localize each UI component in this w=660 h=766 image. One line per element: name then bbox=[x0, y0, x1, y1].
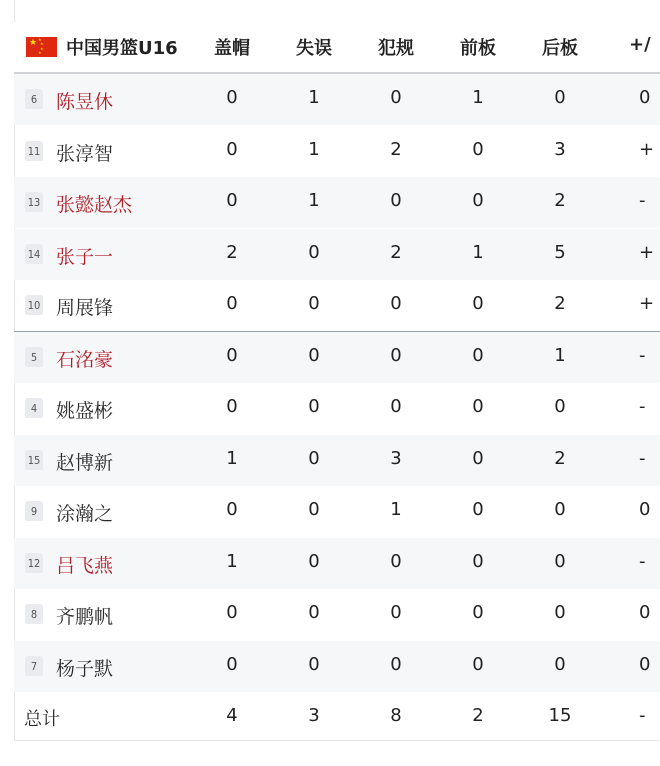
total-turnovers: 3 bbox=[308, 705, 320, 726]
column-header-blocks: 盖帽 bbox=[214, 38, 250, 59]
stat-offensive-rebounds: 0 bbox=[472, 550, 484, 572]
stat-offensive-rebounds: 1 bbox=[472, 241, 484, 263]
stat-offensive-rebounds: 1 bbox=[472, 87, 484, 108]
jersey-number-icon: 10 bbox=[25, 295, 43, 315]
stat-defensive-rebounds: 0 bbox=[554, 87, 566, 108]
jersey-number-icon: 7 bbox=[25, 656, 43, 676]
stat-turnovers: 0 bbox=[308, 344, 320, 366]
stat-turnovers: 0 bbox=[308, 602, 320, 623]
stat-turnovers: 0 bbox=[308, 499, 320, 520]
player-name: 赵博新 bbox=[56, 451, 114, 474]
jersey-number-icon: 11 bbox=[25, 141, 43, 161]
player-row bbox=[14, 435, 660, 486]
player-name: 涂瀚之 bbox=[56, 503, 114, 525]
jersey-number-icon: 8 bbox=[25, 604, 43, 624]
stat-plus-minus: - bbox=[639, 447, 646, 469]
player-row bbox=[14, 280, 660, 332]
stat-plus-minus: - bbox=[639, 344, 646, 366]
player-name: 姚盛彬 bbox=[56, 400, 114, 422]
player-row bbox=[14, 332, 660, 383]
total-fouls: 8 bbox=[390, 705, 402, 726]
stat-defensive-rebounds: 0 bbox=[554, 396, 566, 417]
stat-offensive-rebounds: 0 bbox=[472, 499, 484, 520]
stat-plus-minus: + bbox=[639, 138, 655, 160]
player-row bbox=[14, 229, 660, 280]
total-offensive-rebounds: 2 bbox=[472, 705, 484, 726]
stat-fouls: 0 bbox=[390, 87, 402, 108]
player-name: 张淳智 bbox=[56, 142, 114, 165]
stat-turnovers: 1 bbox=[308, 87, 320, 108]
stat-fouls: 2 bbox=[390, 138, 402, 160]
jersey-number-icon: 5 bbox=[25, 347, 43, 367]
stat-plus-minus: + bbox=[639, 293, 655, 314]
stat-defensive-rebounds: 0 bbox=[554, 499, 566, 520]
stat-turnovers: 1 bbox=[308, 138, 320, 160]
stat-turnovers: 0 bbox=[308, 653, 320, 675]
stat-blocks: 1 bbox=[226, 447, 238, 469]
stat-blocks: 0 bbox=[226, 602, 238, 623]
stat-plus-minus: - bbox=[639, 550, 646, 572]
stat-blocks: 2 bbox=[226, 241, 238, 263]
stat-turnovers: 0 bbox=[308, 396, 320, 417]
player-row bbox=[14, 126, 660, 177]
player-row bbox=[14, 383, 660, 434]
stat-plus-minus: - bbox=[639, 396, 646, 417]
player-name[interactable]: 石洺豪 bbox=[56, 348, 114, 371]
totals-label: 总计 bbox=[24, 709, 60, 730]
stat-defensive-rebounds: 5 bbox=[554, 241, 566, 263]
jersey-number-icon: 13 bbox=[25, 192, 43, 212]
stat-turnovers: 0 bbox=[308, 293, 320, 314]
jersey-number-icon: 4 bbox=[25, 398, 43, 418]
player-name[interactable]: 张懿赵杰 bbox=[56, 194, 133, 216]
stat-fouls: 0 bbox=[390, 602, 402, 623]
column-header-fouls: 犯规 bbox=[378, 38, 414, 59]
stat-plus-minus: + bbox=[639, 241, 655, 263]
stat-blocks: 0 bbox=[226, 653, 238, 675]
player-row bbox=[14, 641, 660, 692]
player-name[interactable]: 吕飞燕 bbox=[56, 554, 114, 577]
stat-defensive-rebounds: 2 bbox=[554, 293, 566, 314]
stat-fouls: 0 bbox=[390, 653, 402, 675]
player-row bbox=[14, 74, 660, 125]
stat-turnovers: 0 bbox=[308, 447, 320, 469]
stat-plus-minus: 0 bbox=[639, 653, 651, 675]
stat-offensive-rebounds: 0 bbox=[472, 396, 484, 417]
stat-fouls: 2 bbox=[390, 241, 402, 263]
stat-fouls: 1 bbox=[390, 499, 402, 520]
stat-blocks: 0 bbox=[226, 344, 238, 366]
jersey-number-icon: 6 bbox=[25, 89, 43, 109]
stat-fouls: 0 bbox=[390, 396, 402, 417]
stat-blocks: 1 bbox=[226, 550, 238, 572]
stat-fouls: 3 bbox=[390, 447, 402, 469]
stat-plus-minus: 0 bbox=[639, 499, 651, 520]
player-name: 齐鹏帆 bbox=[56, 606, 114, 628]
stat-defensive-rebounds: 3 bbox=[554, 138, 566, 160]
total-defensive-rebounds: 15 bbox=[548, 705, 572, 726]
jersey-number-icon: 9 bbox=[25, 501, 43, 521]
stat-blocks: 0 bbox=[226, 293, 238, 314]
stat-offensive-rebounds: 0 bbox=[472, 190, 484, 211]
stat-turnovers: 1 bbox=[308, 190, 320, 211]
player-row bbox=[14, 486, 660, 537]
player-row bbox=[14, 177, 660, 228]
stat-offensive-rebounds: 0 bbox=[472, 447, 484, 469]
stat-offensive-rebounds: 0 bbox=[472, 138, 484, 160]
player-name: 周展锋 bbox=[56, 297, 114, 319]
jersey-number-icon: 12 bbox=[25, 553, 43, 573]
stat-defensive-rebounds: 0 bbox=[554, 602, 566, 623]
team-name: 中国男篮U16 bbox=[66, 38, 178, 59]
column-header-plus-minus: +/ bbox=[629, 34, 651, 55]
stat-offensive-rebounds: 0 bbox=[472, 293, 484, 314]
player-name[interactable]: 陈昱休 bbox=[56, 91, 114, 113]
stat-defensive-rebounds: 2 bbox=[554, 190, 566, 211]
jersey-number-icon: 15 bbox=[25, 450, 43, 470]
stat-fouls: 0 bbox=[390, 293, 402, 314]
stat-fouls: 0 bbox=[390, 344, 402, 366]
stat-plus-minus: - bbox=[639, 190, 646, 211]
total-blocks: 4 bbox=[226, 705, 238, 726]
stat-offensive-rebounds: 0 bbox=[472, 602, 484, 623]
china-flag-icon: ★ ★ ★ ★ ★ bbox=[26, 37, 57, 57]
player-row bbox=[14, 589, 660, 640]
stat-defensive-rebounds: 1 bbox=[554, 344, 566, 366]
column-header-offensive-rebounds: 前板 bbox=[460, 38, 496, 59]
stat-turnovers: 0 bbox=[308, 550, 320, 572]
stat-defensive-rebounds: 0 bbox=[554, 550, 566, 572]
stat-plus-minus: 0 bbox=[639, 87, 651, 108]
stat-blocks: 0 bbox=[226, 190, 238, 211]
stat-fouls: 0 bbox=[390, 550, 402, 572]
column-header-defensive-rebounds: 后板 bbox=[542, 38, 578, 59]
stat-offensive-rebounds: 0 bbox=[472, 653, 484, 675]
total-plus-minus: - bbox=[639, 705, 646, 726]
totals-row bbox=[14, 692, 660, 743]
player-name: 杨子默 bbox=[56, 657, 114, 680]
player-name[interactable]: 张子一 bbox=[56, 245, 114, 268]
stat-defensive-rebounds: 0 bbox=[554, 653, 566, 675]
table-header bbox=[14, 22, 660, 74]
player-row bbox=[14, 538, 660, 589]
stat-fouls: 0 bbox=[390, 190, 402, 211]
stat-blocks: 0 bbox=[226, 87, 238, 108]
column-header-turnovers: 失误 bbox=[296, 38, 332, 59]
stat-blocks: 0 bbox=[226, 396, 238, 417]
stat-turnovers: 0 bbox=[308, 241, 320, 263]
stat-defensive-rebounds: 2 bbox=[554, 447, 566, 469]
stat-offensive-rebounds: 0 bbox=[472, 344, 484, 366]
stat-blocks: 0 bbox=[226, 499, 238, 520]
stat-blocks: 0 bbox=[226, 138, 238, 160]
stat-plus-minus: 0 bbox=[639, 602, 651, 623]
jersey-number-icon: 14 bbox=[25, 244, 43, 264]
